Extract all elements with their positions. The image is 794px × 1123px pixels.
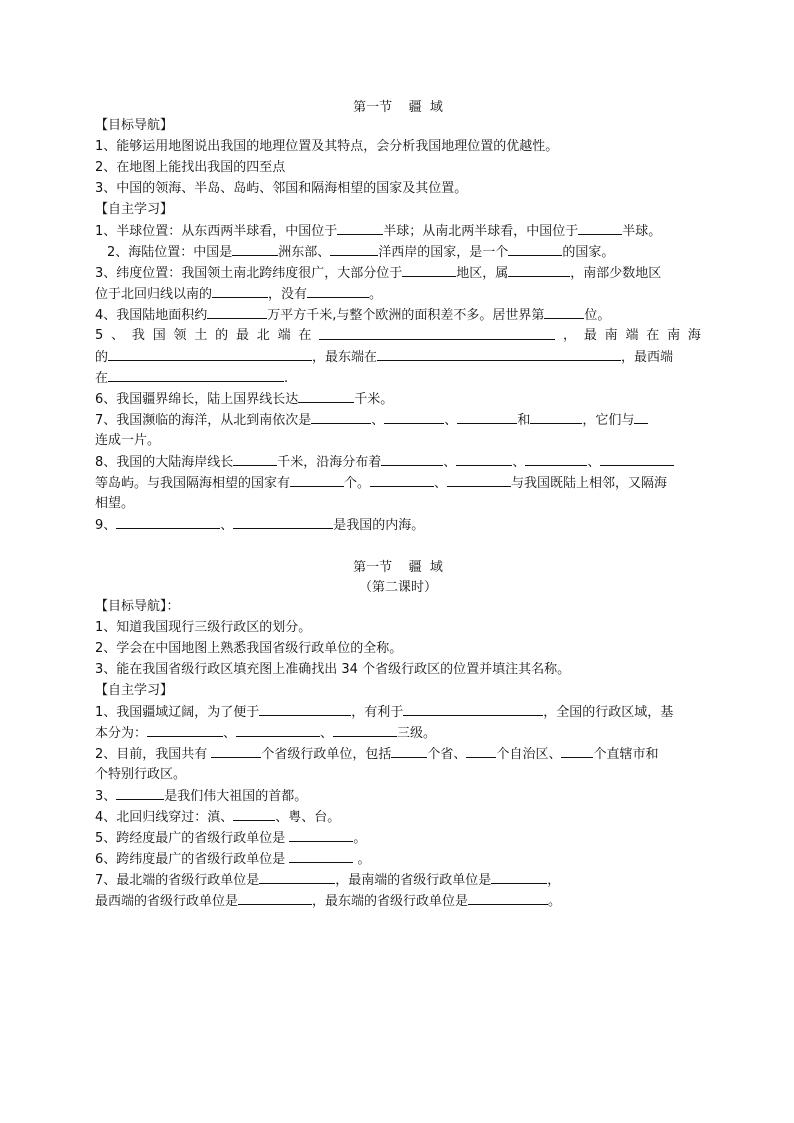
answer-blank[interactable] xyxy=(207,304,267,319)
question-text: 、 xyxy=(434,476,448,491)
question-text: ，最东端在 xyxy=(312,350,378,365)
answer-blank[interactable] xyxy=(600,451,674,466)
question-text: 6、跨纬度最广的省级行政单位是 xyxy=(95,852,290,867)
question-text: 1、我国疆域辽阔，为了便于 xyxy=(95,705,260,720)
question-text: ，全国的行政区域，基 xyxy=(543,705,674,720)
answer-blank[interactable] xyxy=(211,743,261,758)
question-text: 7、最北端的省级行政单位是 xyxy=(95,873,260,888)
answer-blank[interactable] xyxy=(116,785,164,800)
q5-char: 北 xyxy=(256,328,270,343)
question-text: ，最西端 xyxy=(621,350,674,365)
s2-question-5 xyxy=(95,827,701,848)
question-text: 是我们伟大祖国的首都。 xyxy=(164,789,308,804)
question-text: 在 xyxy=(95,371,109,386)
q5-char: 、 xyxy=(111,328,125,343)
question-text: 洋西岸的国家，是一个 xyxy=(378,245,509,260)
answer-blank[interactable] xyxy=(330,241,378,256)
q5-char: 南 xyxy=(604,328,618,343)
answer-blank[interactable] xyxy=(468,890,548,905)
goal-item: 1、能够运用地图说出我国的地理位置及其特点，会分析我国地理位置的优越性。 xyxy=(95,139,559,154)
question-text: 、粤、台。 xyxy=(275,810,341,825)
q5-char: 的 xyxy=(215,328,229,343)
section2-subtitle: （第二课时） xyxy=(358,580,437,595)
q5-char: ， xyxy=(563,328,577,343)
s2-question-7 xyxy=(95,869,701,890)
answer-blank[interactable] xyxy=(578,220,622,235)
answer-blank[interactable] xyxy=(289,848,353,863)
question-text: 本分为： xyxy=(95,726,148,741)
goal-item: 2、在地图上能找出我国的四至点 xyxy=(95,160,286,175)
answer-blank[interactable] xyxy=(337,220,383,235)
answer-blank[interactable] xyxy=(233,451,277,466)
question-9 xyxy=(95,514,701,535)
question-text: . xyxy=(284,371,289,386)
answer-blank[interactable] xyxy=(238,890,312,905)
question-7-cont: 连成一片。 xyxy=(95,433,161,448)
answer-blank[interactable] xyxy=(108,367,284,382)
question-text: 4、我国陆地面积约 xyxy=(95,308,208,323)
question-text: 是我国的内海。 xyxy=(333,518,425,533)
question-text: ，南部少数地区 xyxy=(570,266,662,281)
question-text: 等岛屿。与我国隔海相望的国家有 xyxy=(95,476,291,491)
answer-blank[interactable] xyxy=(307,283,369,298)
answer-blank[interactable] xyxy=(259,701,351,716)
question-text: 8、我国的大陆海岸线长 xyxy=(95,455,234,470)
q5-char: 土 xyxy=(194,328,208,343)
question-5-cont xyxy=(95,346,701,367)
question-text: 7、我国濒临的海洋，从北到南依次是 xyxy=(95,413,312,428)
answer-blank[interactable] xyxy=(116,514,220,529)
answer-blank[interactable] xyxy=(147,722,223,737)
question-text: 个省、 xyxy=(427,747,467,762)
goal-item: 3、能在我国省级行政区填充图上准确找出 34 个省级行政区的位置并填注其名称。 xyxy=(95,662,571,677)
answer-blank[interactable] xyxy=(508,262,570,277)
answer-blank[interactable] xyxy=(525,451,587,466)
question-text: 、 xyxy=(220,518,234,533)
q5-char: 我 xyxy=(131,328,145,343)
answer-blank[interactable] xyxy=(311,409,371,424)
question-text: 万平方千米,与整个欧洲的面积差不多。居世界第 xyxy=(267,308,545,323)
question-text: 、 xyxy=(320,726,334,741)
q5-char: 端 xyxy=(625,328,639,343)
question-3-cont xyxy=(95,283,701,304)
answer-blank[interactable] xyxy=(466,743,496,758)
question-text: 个。 xyxy=(344,476,371,491)
q5-char: 最 xyxy=(235,328,249,343)
question-text: ，有利于 xyxy=(351,705,404,720)
question-1 xyxy=(95,220,701,241)
answer-blank[interactable] xyxy=(403,701,543,716)
question-text: 与我国既陆上相邻，又隔海 xyxy=(511,476,668,491)
answer-blank[interactable] xyxy=(232,241,278,256)
q5-char: 海 xyxy=(687,328,701,343)
q5-char: 在 xyxy=(298,328,312,343)
q5-char: 5 xyxy=(95,328,104,343)
answer-blank[interactable] xyxy=(456,451,512,466)
q5-char: 领 xyxy=(173,328,187,343)
question-2 xyxy=(107,241,713,262)
answer-blank[interactable] xyxy=(290,472,344,487)
goal-heading: 【目标导航】： xyxy=(95,599,180,614)
answer-blank[interactable] xyxy=(236,722,320,737)
question-text: 、 xyxy=(512,455,526,470)
question-text: 4、北回归线穿过：滇、 xyxy=(95,810,234,825)
question-text: 2、目前，我国共有 xyxy=(95,747,212,762)
question-8 xyxy=(95,451,701,472)
question-text: ，最南端的省级行政单位是 xyxy=(335,873,492,888)
question-text: 、 xyxy=(223,726,237,741)
answer-blank[interactable] xyxy=(233,806,275,821)
question-text: 。 xyxy=(369,287,383,302)
answer-blank[interactable] xyxy=(381,451,443,466)
answer-blank[interactable] xyxy=(377,346,621,361)
s2-question-1 xyxy=(95,701,701,722)
answer-blank[interactable] xyxy=(233,514,333,529)
answer-blank[interactable] xyxy=(319,325,555,340)
s2-question-2-cont: 个特别行政区。 xyxy=(95,767,187,782)
answer-blank[interactable] xyxy=(298,388,354,403)
question-text: 位。 xyxy=(584,308,611,323)
question-text: 、 xyxy=(444,413,458,428)
answer-blank[interactable] xyxy=(259,869,335,884)
question-text: 三级。 xyxy=(397,726,437,741)
answer-blank[interactable] xyxy=(289,827,353,842)
section2-title: 第一节 疆 域 xyxy=(353,560,443,575)
question-text: 3、 xyxy=(95,789,117,804)
answer-blank[interactable] xyxy=(370,472,434,487)
question-text: 6、我国疆界绵长，陆上国界线长达 xyxy=(95,392,299,407)
q5-char: 在 xyxy=(646,328,660,343)
s2-question-3 xyxy=(95,785,701,806)
answer-blank[interactable] xyxy=(333,722,397,737)
question-text: ，它们与 xyxy=(582,413,635,428)
question-text: 的 xyxy=(95,350,109,365)
question-text: 。 xyxy=(353,831,367,846)
answer-blank[interactable] xyxy=(447,472,511,487)
q5-char: 端 xyxy=(277,328,291,343)
answer-blank[interactable] xyxy=(457,409,517,424)
s2-question-4 xyxy=(95,806,701,827)
question-8-end: 相望。 xyxy=(95,496,135,511)
q5-char: 南 xyxy=(667,328,681,343)
goal-item: 1、知道我国现行三级行政区的划分。 xyxy=(95,620,312,635)
question-8-cont xyxy=(95,472,701,493)
question-text: 。 xyxy=(353,852,371,867)
question-text: 千米。 xyxy=(354,392,394,407)
section1-title: 第一节 疆 域 xyxy=(353,100,443,115)
question-text: 千米，沿海分布着 xyxy=(277,455,382,470)
s2-question-1-cont xyxy=(95,722,701,743)
goal-heading: 【目标导航】 xyxy=(95,118,174,133)
question-text: 、 xyxy=(443,455,457,470)
question-text: 半球；从南北两半球看，中国位于 xyxy=(383,224,579,239)
question-text: 的国家。 xyxy=(562,245,615,260)
q5-char: 国 xyxy=(152,328,166,343)
q5-char: 最 xyxy=(583,328,597,343)
s2-question-2 xyxy=(95,743,701,764)
goal-item: 3、中国的领海、半岛、岛屿、邻国和隔海相望的国家及其位置。 xyxy=(95,181,468,196)
question-text: 个自治区、 xyxy=(496,747,562,762)
goal-item: 2、学会在中国地图上熟悉我国省级行政单位的全称。 xyxy=(95,641,403,656)
question-text: 半球。 xyxy=(622,224,662,239)
question-5 xyxy=(95,325,701,346)
answer-blank[interactable] xyxy=(391,743,427,758)
answer-blank[interactable] xyxy=(212,283,268,298)
question-text: 个省级行政单位，包括 xyxy=(261,747,392,762)
answer-blank[interactable] xyxy=(508,241,562,256)
question-text: ，最东端的省级行政单位是 xyxy=(312,894,469,909)
question-text: 。 xyxy=(548,894,562,909)
answer-blank[interactable] xyxy=(108,346,312,361)
question-text: 、 xyxy=(587,455,601,470)
answer-blank[interactable] xyxy=(544,304,584,319)
question-text: 洲东部、 xyxy=(278,245,331,260)
answer-blank[interactable] xyxy=(634,409,648,424)
question-5-end xyxy=(95,367,701,388)
answer-blank[interactable] xyxy=(530,409,582,424)
question-text: 9、 xyxy=(95,518,117,533)
s2-question-7-cont xyxy=(95,890,701,911)
question-text: 、 xyxy=(371,413,385,428)
question-text: 最西端的省级行政单位是 xyxy=(95,894,239,909)
question-text: ，没有 xyxy=(268,287,308,302)
s2-question-6 xyxy=(95,848,701,869)
question-text: 3、纬度位置：我国领土南北跨纬度很广，大部分位于 xyxy=(95,266,403,281)
study-heading: 【自主学习】 xyxy=(95,683,174,698)
question-6 xyxy=(95,388,701,409)
answer-blank[interactable] xyxy=(384,409,444,424)
question-text: 5、跨经度最广的省级行政单位是 xyxy=(95,831,290,846)
question-7 xyxy=(95,409,701,430)
question-text: 位于北回归线以南的 xyxy=(95,287,213,302)
question-text: 1、半球位置：从东西两半球看，中国位于 xyxy=(95,224,338,239)
question-text: 个直辖市和 xyxy=(593,747,659,762)
question-4 xyxy=(95,304,701,325)
question-text: ， xyxy=(547,873,561,888)
study-heading: 【自主学习】 xyxy=(95,202,174,217)
answer-blank[interactable] xyxy=(491,869,547,884)
question-3 xyxy=(95,262,701,283)
answer-blank[interactable] xyxy=(561,743,593,758)
answer-blank[interactable] xyxy=(402,262,456,277)
question-text: 和 xyxy=(517,413,531,428)
question-text: 地区，属 xyxy=(456,266,509,281)
question-text: 2、海陆位置：中国是 xyxy=(107,245,233,260)
